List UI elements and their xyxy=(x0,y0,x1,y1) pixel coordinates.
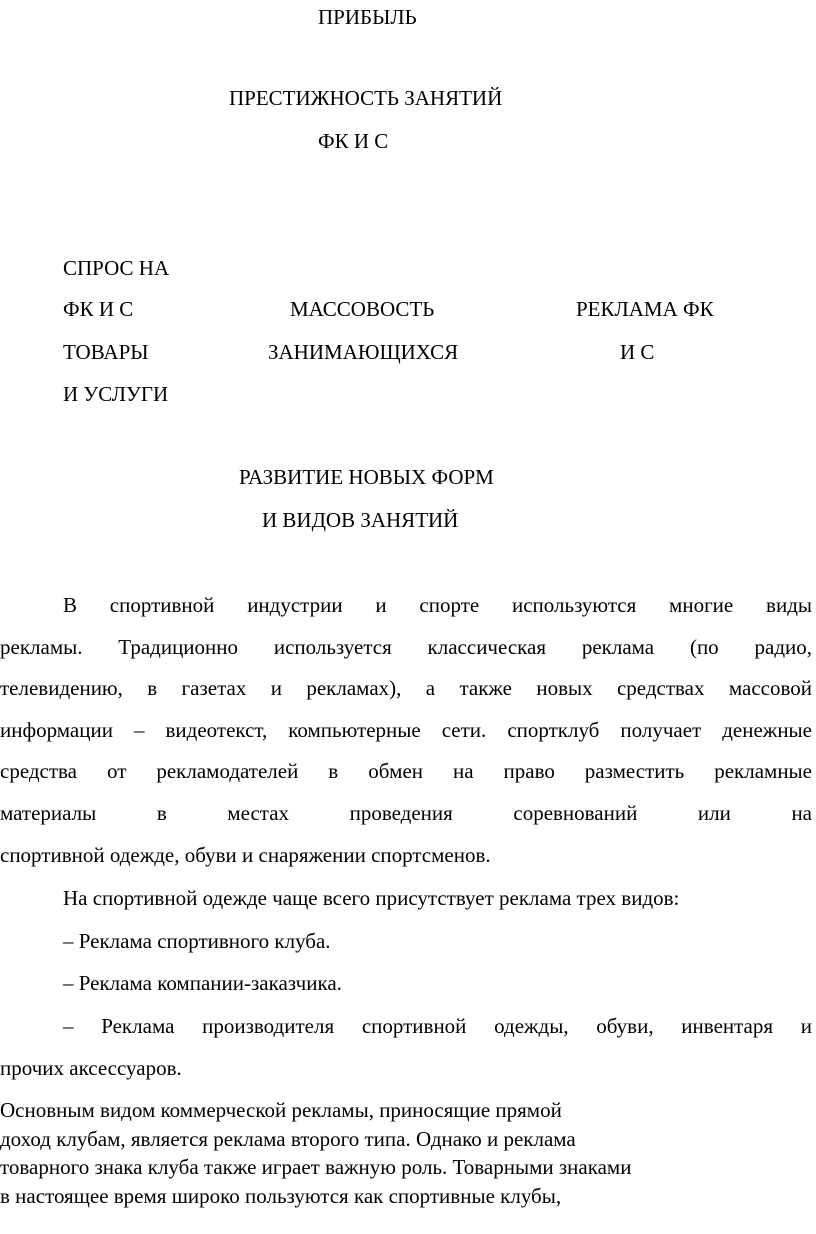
paragraph-advertising-types xyxy=(0,585,812,876)
diagram-label-demand-3: ТОВАРЫ xyxy=(63,340,149,364)
paragraph-line: В спортивной индустрии и спорте используются многие виды xyxy=(63,593,812,617)
diagram-label-mass-1: МАССОВОСТЬ xyxy=(290,297,435,321)
paragraph-line: Основным видом коммерческой рекламы, приносящие прямой xyxy=(0,1098,562,1122)
paragraph-line: рекламы. Традиционно используется классическая реклама (по радио, xyxy=(0,634,812,659)
paragraph-clothing-ads: На спортивной одежде чаще всего присутствует реклама трех видов: xyxy=(63,886,680,910)
paragraph-line: спортивной одежде, обуви и снаряжении спортсменов. xyxy=(0,842,491,867)
paragraph-line: в настоящее время широко пользуются как спортивные клубы, xyxy=(0,1183,562,1208)
paragraph-line: прочих аксессуаров. xyxy=(0,1055,182,1080)
paragraph-line: доход клубам, является реклама второго типа. Однако и реклама xyxy=(0,1126,576,1151)
diagram-label-demand-4: И УСЛУГИ xyxy=(63,382,169,406)
paragraph-line: информации – видеотекст, компьютерные сети. спортклуб получает денежные xyxy=(0,717,812,742)
diagram-label-ads-1: РЕКЛАМА ФК xyxy=(576,297,714,321)
diagram-label-ads-2: И С xyxy=(620,340,655,364)
diagram-label-mass-2: ЗАНИМАЮЩИХСЯ xyxy=(268,340,459,364)
list-item-sponsor-ad: – Реклама компании-заказчика. xyxy=(63,971,342,995)
paragraph-line: – Реклама производителя спортивной одежды, обуви, инвентаря и xyxy=(63,1014,812,1038)
diagram-label-demand-1: СПРОС НА xyxy=(63,256,170,280)
paragraph-line: материалы в местах проведения соревнований или на xyxy=(0,800,812,825)
list-item-manufacturer-ad xyxy=(0,1006,812,1089)
diagram-label-forms-1: РАЗВИТИЕ НОВЫХ ФОРМ xyxy=(239,465,494,489)
diagram-label-demand-2: ФК И С xyxy=(63,297,134,321)
paragraph-line: товарного знака клуба также играет важную роль. Товарными знаками xyxy=(0,1155,632,1179)
diagram-label-prestige: ПРЕСТИЖНОСТЬ ЗАНЯТИЙ xyxy=(229,86,503,110)
diagram-label-profit: ПРИБЫЛЬ xyxy=(318,5,417,29)
diagram-label-prestige-sub: ФК И С xyxy=(318,129,389,153)
paragraph-line: средства от рекламодателей в обмен на право разместить рекламные xyxy=(0,759,812,784)
paragraph-commercial-ads xyxy=(0,1096,631,1210)
paragraph-line: телевидению, в газетах и рекламах), а также новых средствах массовой xyxy=(0,676,812,701)
diagram-label-forms-2: И ВИДОВ ЗАНЯТИЙ xyxy=(262,508,459,532)
list-item-club-ad: – Реклама спортивного клуба. xyxy=(63,929,331,953)
